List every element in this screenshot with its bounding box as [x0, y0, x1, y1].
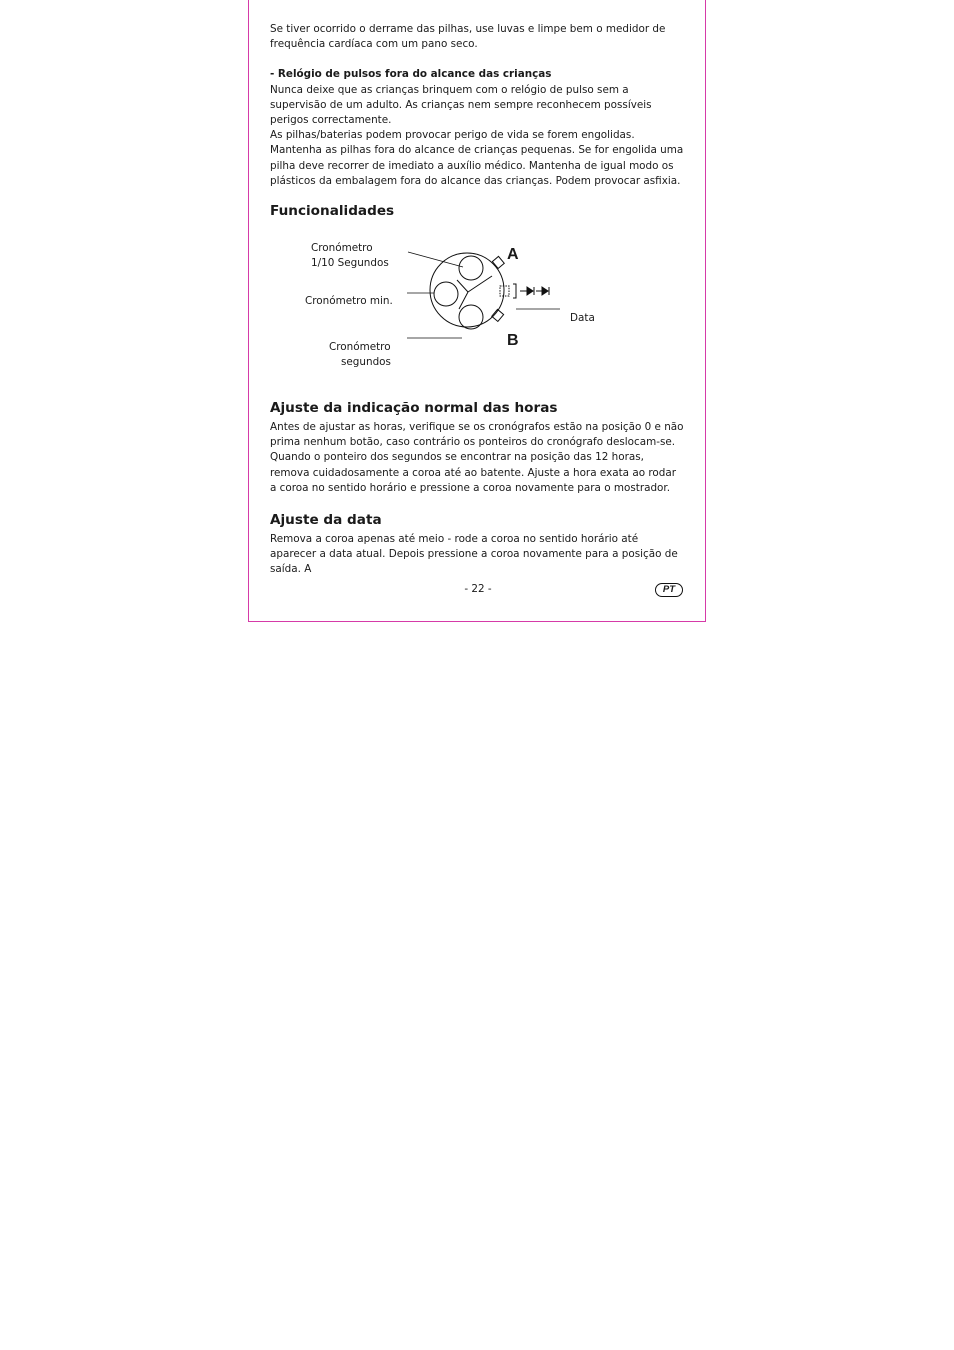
label-seconds-line1: Cronómetro [329, 341, 391, 354]
page-content [270, 22, 684, 578]
button-a-shape [492, 256, 504, 268]
label-tenths-line1: Cronómetro [311, 242, 373, 255]
label-button-b: B [507, 332, 519, 350]
subdial-tenths-shape [459, 256, 483, 280]
ajuste-horas-heading: Ajuste da indicação normal das horas [270, 400, 558, 417]
language-badge: PT [655, 583, 683, 597]
spill-paragraph: Se tiver ocorrido o derrame das pilhas, use luvas e limpe bem o medidor de frequência cardíaca com um pano seco. [270, 23, 666, 51]
page-number: - 22 - [464, 583, 492, 595]
label-minutes: Cronómetro min. [305, 295, 393, 308]
label-tenths-line2: 1/10 Segundos [311, 257, 389, 270]
ajuste-data-text: Remova a coroa apenas até meio - rode a coroa no sentido horário até aparecer a data atual. Depois pressione a coroa novamente para a posição de saída. A [270, 533, 678, 576]
page-footer [249, 581, 707, 601]
watch-case-shape [430, 253, 504, 327]
ajuste-horas-text: Antes de ajustar as horas, verifique se os cronógrafos estão na posição 0 e não prima nenhum botão, caso contrário os ponteiros do cronógrafo deslocam-se. Quando o ponteiro dos segundos se encontrar na posição das 12 horas, remova cuidadosamente a coroa até ao batente. Ajuste a hora exata ao rodar a coroa no sentido horário e pressione a coroa novamente para o mostrador. [270, 421, 684, 494]
children-warning-text: Nunca deixe que as crianças brinquem com o relógio de pulso sem a supervisão de um adulto. As crianças nem sempre reconhecem possíveis perigos correctamente. [270, 83, 652, 127]
hand-1 [457, 280, 468, 292]
ajuste-data-heading: Ajuste da data [270, 512, 382, 529]
battery-warning-text: As pilhas/baterias podem provocar perigo de vida se forem engolidas. Mantenha as pilhas fora do alcance de crianças pequenas. Se for engolida uma pilha deve recorrer de imediato a auxílio médico. Mantenha de igual modo os plásticos da embalagem fora do alcance das crianças. Podem provocar asfixia. [270, 129, 684, 187]
subdial-minutes-shape [434, 282, 458, 306]
label-button-a: A [507, 246, 519, 264]
hand-2 [468, 276, 492, 292]
arrow-head-1 [527, 287, 533, 295]
funcionalidades-heading: Funcionalidades [270, 203, 395, 220]
label-date: Data [570, 312, 595, 325]
leader-tenths [408, 252, 463, 267]
hand-3 [459, 292, 468, 309]
manual-page [248, 0, 706, 622]
subdial-seconds-shape [459, 305, 483, 329]
date-window-shape [500, 286, 509, 296]
label-seconds-line2: segundos [341, 356, 391, 369]
watch-diagram [270, 234, 684, 384]
children-warning-title: - Relógio de pulsos fora do alcance das crianças [270, 68, 552, 81]
crown-bracket [513, 284, 516, 298]
